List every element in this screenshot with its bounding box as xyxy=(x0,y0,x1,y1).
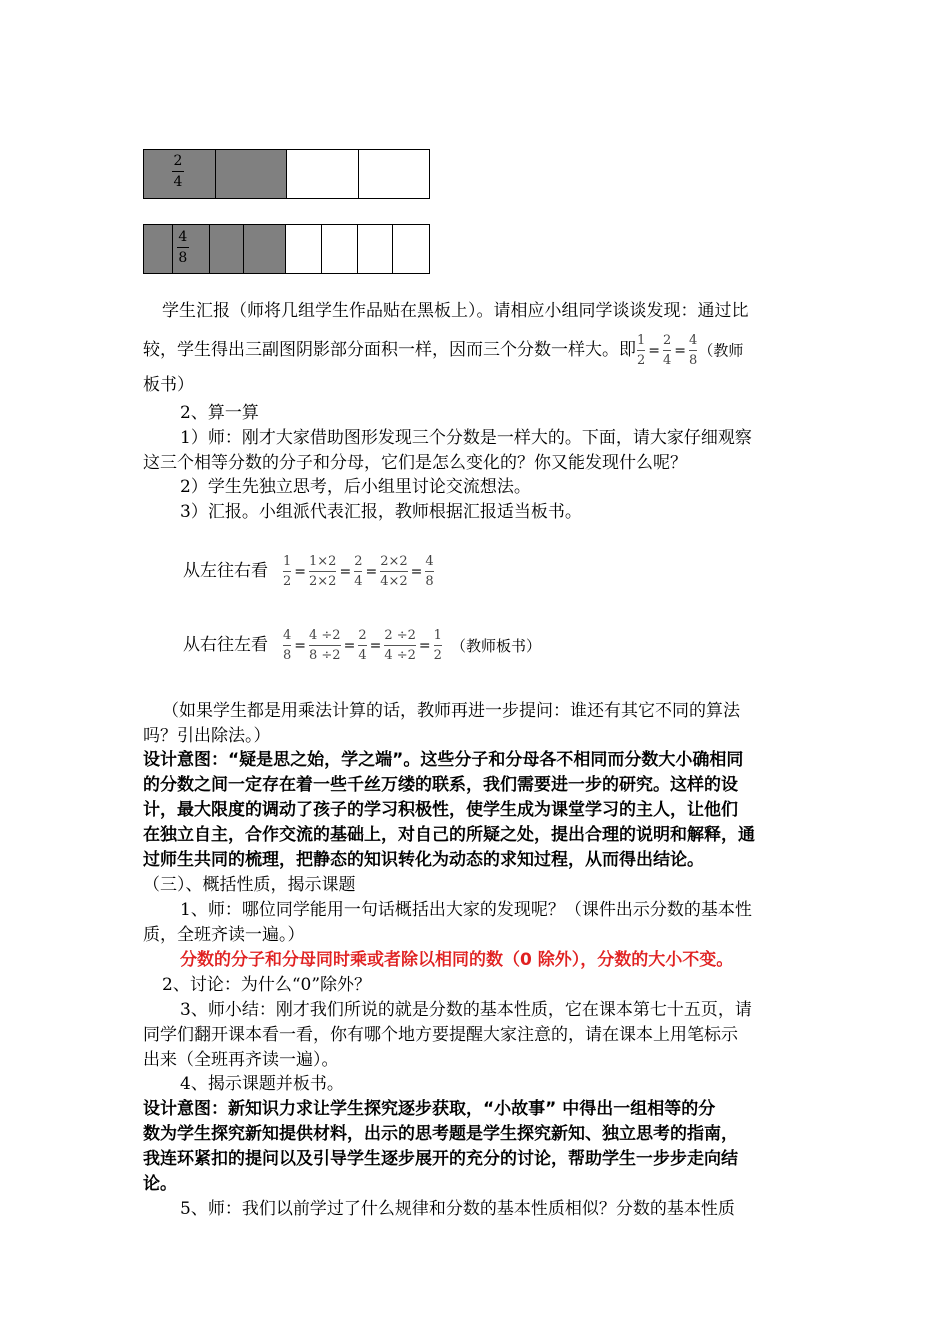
design-intent-line: 设计意图：新知识力求让学生探究逐步获取，“小故事” 中得出一组相等的分 xyxy=(143,1099,716,1119)
paragraph-line: 吗？引出除法。） xyxy=(143,726,271,746)
paragraph-line: 1）师：刚才大家借助图形发现三个分数是一样大的。下面，请大家仔细观察 xyxy=(180,428,752,448)
fraction xyxy=(637,333,645,368)
design-intent-line: 计，最大限度的调动了孩子的学习积极性，使学生成为课堂学习的主人，让他们 xyxy=(143,800,738,820)
fraction xyxy=(354,554,362,589)
strip-cell xyxy=(244,225,286,273)
fraction xyxy=(689,333,697,368)
paragraph-text: （教师 xyxy=(698,341,744,360)
design-intent-line: 的分数之间一定存在着一些千丝万缕的联系，我们需要进一步的研究。这样的设 xyxy=(143,775,738,795)
paragraph-line: 出来（全班再齐读一遍）。 xyxy=(143,1050,339,1070)
equals-sign: = xyxy=(339,563,352,580)
strip-cell xyxy=(286,225,322,273)
row-label: 从右往左看 xyxy=(183,635,268,655)
numerator: 1 xyxy=(433,628,442,643)
numerator: 2×2 xyxy=(380,554,408,569)
numerator: 1×2 xyxy=(309,554,337,569)
denominator: 2 xyxy=(433,648,442,663)
denominator: 4 xyxy=(354,574,363,589)
fraction-bar xyxy=(384,645,416,646)
paragraph-line: 2）学生先独立思考，后小组里讨论交流想法。 xyxy=(180,477,531,497)
fraction-bar xyxy=(354,571,362,572)
fraction xyxy=(663,333,671,368)
fraction xyxy=(384,628,416,663)
board-note: （教师板书） xyxy=(450,636,541,655)
fraction-strip-quarters xyxy=(143,149,430,199)
paragraph-line: 质，全班齐读一遍。） xyxy=(143,925,305,945)
strip-cell xyxy=(210,225,245,273)
fraction-label-4-8: 4 8 xyxy=(178,229,188,266)
denominator: 2 xyxy=(637,353,646,368)
denominator: 4×2 xyxy=(380,574,408,589)
numerator: 1 xyxy=(637,333,646,348)
design-intent-line: 论。 xyxy=(143,1174,177,1194)
denominator: 8 xyxy=(689,353,698,368)
numerator: 4 xyxy=(283,628,292,643)
numerator: 4 xyxy=(425,554,434,569)
fraction-bar xyxy=(425,571,433,572)
paragraph-line: 3、师小结：刚才我们所说的就是分数的基本性质，它在课本第七十五页，请 xyxy=(180,1000,752,1020)
denominator: 2 xyxy=(283,574,292,589)
fraction-bar xyxy=(283,571,291,572)
equals-sign: = xyxy=(648,342,661,359)
fraction xyxy=(358,628,366,663)
design-intent-line: 数为学生探究新知提供材料，出示的思考题是学生探究新知、独立思考的指南， xyxy=(143,1124,738,1144)
fraction-bar xyxy=(380,571,407,572)
equals-sign: = xyxy=(674,342,687,359)
fraction-label-2-4: 2 4 xyxy=(173,153,183,190)
equals-sign: = xyxy=(418,637,431,654)
denominator: 8 xyxy=(283,648,292,663)
numerator: 2 xyxy=(354,554,363,569)
numerator: 4 ÷2 xyxy=(309,628,341,643)
design-intent-line: 设计意图：“疑是思之始，学之端”。这些分子和分母各不相同而分数大小确相同 xyxy=(143,750,744,770)
numerator: 1 xyxy=(283,554,292,569)
fraction xyxy=(434,628,442,663)
equality-line xyxy=(143,330,743,371)
strip-cell xyxy=(216,150,288,198)
section-heading: （三）、概括性质，揭示课题 xyxy=(143,875,356,895)
equals-sign: = xyxy=(294,563,307,580)
paragraph-line: 同学们翻开课本看一看，你有哪个地方要提醒大家注意的，请在课本上用笔标示 xyxy=(143,1025,738,1045)
fraction-bar xyxy=(309,571,336,572)
numerator: 2 xyxy=(358,628,367,643)
fraction xyxy=(283,554,291,589)
denominator: 4 ÷2 xyxy=(384,648,416,663)
strip-cell xyxy=(359,150,430,198)
paragraph-line: （如果学生都是用乘法计算的话，教师再进一步提问：谁还有其它不同的算法 xyxy=(162,701,740,721)
numerator: 4 xyxy=(689,333,698,348)
denominator: 8 ÷2 xyxy=(309,648,341,663)
paragraph-line: 1、师：哪位同学能用一句话概括出大家的发现呢？（课件出示分数的基本性 xyxy=(180,900,752,920)
fraction-bar xyxy=(434,645,442,646)
fraction-bar xyxy=(637,350,645,351)
paragraph-line: 3）汇报。小组派代表汇报，教师根据汇报适当板书。 xyxy=(180,502,582,522)
strip-cell xyxy=(144,150,216,198)
strip-cell xyxy=(358,225,394,273)
equals-sign: = xyxy=(369,637,382,654)
strip-cell xyxy=(393,225,429,273)
denominator: 4 xyxy=(663,353,672,368)
fraction xyxy=(380,554,407,589)
paragraph-line: 5、师：我们以前学过了什么规律和分数的基本性质相似？分数的基本性质 xyxy=(180,1199,735,1219)
design-intent-line: 过师生共同的梳理，把静态的知识转化为动态的求知过程，从而得出结论。 xyxy=(143,850,704,870)
equals-sign: = xyxy=(294,637,307,654)
equals-sign: = xyxy=(343,637,356,654)
denominator: 8 xyxy=(425,574,434,589)
equals-sign: = xyxy=(365,563,378,580)
strip-cell xyxy=(144,225,173,273)
fraction-bar xyxy=(309,645,341,646)
fraction-strip-eighths xyxy=(143,224,430,274)
denominator: 4 xyxy=(358,648,367,663)
strip-cell xyxy=(173,225,210,273)
strip-cell xyxy=(287,150,359,198)
design-intent-line: 在独立自主，合作交流的基础上，对自己的所疑之处，提出合理的说明和解释，通 xyxy=(143,825,755,845)
left-to-right-row xyxy=(183,550,435,593)
numerator: 2 ÷2 xyxy=(384,628,416,643)
fraction-bar xyxy=(358,645,366,646)
fraction-bar xyxy=(283,645,291,646)
paragraph-line: 2、讨论：为什么“0”除外？ xyxy=(162,975,372,995)
fraction xyxy=(283,628,291,663)
paragraph-line: 4、揭示课题并板书。 xyxy=(180,1074,344,1094)
paragraph-line: 学生汇报（师将几组学生作品贴在黑板上）。请相应小组同学谈谈发现：通过比 xyxy=(162,301,749,321)
numerator: 2 xyxy=(663,333,672,348)
fraction xyxy=(309,628,341,663)
fraction xyxy=(309,554,336,589)
property-statement: 分数的分子和分母同时乘或者除以相同的数（0 除外），分数的大小不变。 xyxy=(180,950,734,970)
fraction-bar xyxy=(663,350,671,351)
paragraph-text: 较，学生得出三副图阴影部分面积一样，因而三个分数一样大。即 xyxy=(143,340,636,360)
section-heading: 2、算一算 xyxy=(180,403,259,423)
strip-cell xyxy=(322,225,358,273)
row-label: 从左往右看 xyxy=(183,561,268,581)
paragraph-line: 这三个相等分数的分子和分母，它们是怎么变化的？你又能发现什么呢？ xyxy=(143,453,687,473)
denominator: 2×2 xyxy=(309,574,337,589)
paragraph-line: 板书） xyxy=(143,375,194,395)
inline-fraction-equality xyxy=(636,333,698,368)
fraction xyxy=(425,554,433,589)
design-intent-line: 我连环紧扣的提问以及引导学生逐步展开的充分的讨论，帮助学生一步步走向结 xyxy=(143,1149,738,1169)
fraction-bar xyxy=(689,350,697,351)
equals-sign: = xyxy=(410,563,423,580)
right-to-left-row xyxy=(183,624,541,667)
